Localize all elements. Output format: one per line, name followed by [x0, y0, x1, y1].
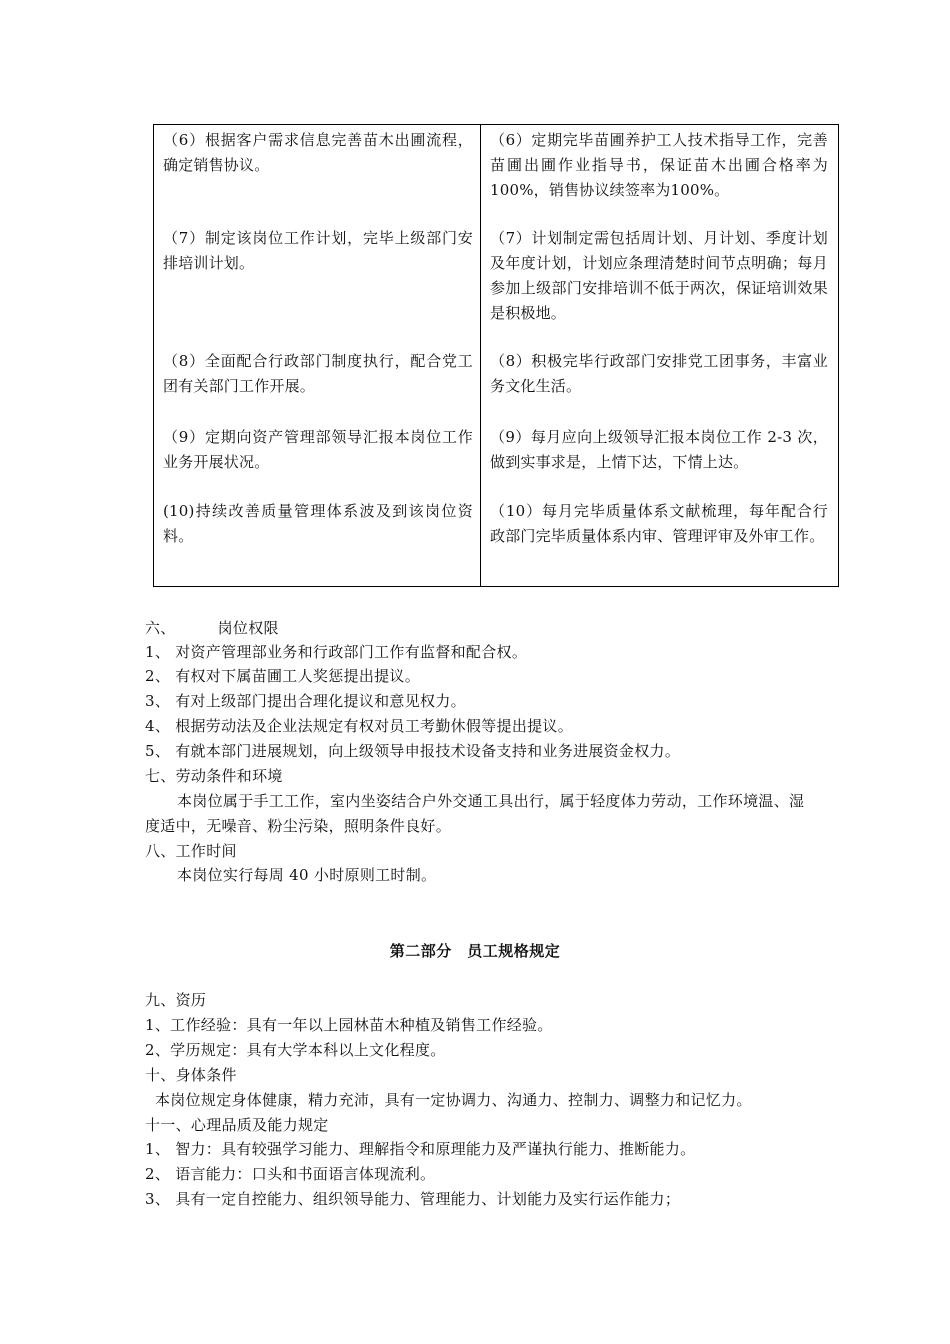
section-10-title: 十、身体条件	[145, 1066, 237, 1084]
table-cell-duty-7: （7）制定该岗位工作计划，完毕上级部门安排培训计划。	[163, 229, 473, 272]
section-6-title: 岗位权限	[217, 619, 279, 637]
section-6-item: 3、 有对上级部门提出合理化提议和意见权力。	[145, 692, 466, 710]
section-10-text: 本岗位规定身体健康，精力充沛，具有一定协调力、沟通力、控制力、调整力和记忆力。	[155, 1091, 752, 1109]
section-6-number: 六、	[145, 619, 176, 637]
section-6-heading	[145, 616, 279, 641]
table-cell-duty-10: (10)持续改善质量管理体系波及到该岗位资料。	[163, 502, 473, 545]
section-11-title: 十一、心理品质及能力规定	[145, 1116, 329, 1134]
section-11-item: 2、 语言能力：口头和书面语言体现流利。	[145, 1165, 436, 1183]
table-cell-duty-8: （8）全面配合行政部门制度执行，配合党工团有关部门工作开展。	[163, 352, 473, 395]
section-7-text: 本岗位属于手工工作，室内坐姿结合户外交通工具出行，属于轻度体力劳动，工作环境温、湿度适中，无噪音、粉尘污染，照明条件良好。	[145, 792, 805, 835]
section-8-text: 本岗位实行每周 40 小时原则工时制。	[177, 866, 437, 884]
table-cell-standard-9: （9）每月应向上级领导汇报本岗位工作 2-3 次，做到实事求是，上情下达，下情上达。	[490, 428, 828, 471]
section-11-item: 3、 具有一定自控能力、组织领导能力、管理能力、计划能力及实行运作能力；	[145, 1190, 681, 1208]
table-cell-standard-6: （6）定期完毕苗圃养护工人技术指导工作，完善苗圃出圃作业指导书，保证苗木出圃合格率为100%，销售协议续签率为100%。	[490, 131, 828, 199]
table-cell-duty-9: （9）定期向资产管理部领导汇报本岗位工作业务开展状况。	[163, 428, 473, 471]
table-cell-standard-10: （10）每月完毕质量体系文献梳理，每年配合行政部门完毕质量体系内审、管理评审及外审工作。	[490, 502, 828, 545]
section-9-title: 九、资历	[145, 991, 207, 1009]
section-6-item: 2、 有权对下属苗圃工人奖惩提出提议。	[145, 667, 421, 685]
section-6-item: 1、 对资产管理部业务和行政部门工作有监督和配合权。	[145, 643, 528, 661]
section-6-item: 4、 根据劳动法及企业法规定有权对员工考勤休假等提出提议。	[145, 717, 574, 735]
section-9-item: 2、学历规定：具有大学本科以上文化程度。	[145, 1041, 446, 1059]
part-2-title: 第二部分 员工规格规定	[389, 942, 561, 960]
section-6-item: 5、 有就本部门进展规划，向上级领导申报技术设备支持和业务进展资金权力。	[145, 742, 681, 760]
table-cell-standard-8: （8）积极完毕行政部门安排党工团事务，丰富业务文化生活。	[490, 352, 828, 395]
table-column-divider	[480, 125, 481, 586]
section-9-item: 1、工作经验：具有一年以上园林苗木种植及销售工作经验。	[145, 1016, 553, 1034]
section-7-title: 七、劳动条件和环境	[145, 767, 283, 785]
section-11-item: 1、 智力：具有较强学习能力、理解指令和原理能力及严谨执行能力、推断能力。	[145, 1140, 696, 1158]
table-cell-duty-6: （6）根据客户需求信息完善苗木出圃流程，确定销售协议。	[163, 131, 473, 174]
duty-table	[153, 124, 839, 587]
section-8-title: 八、工作时间	[145, 842, 237, 860]
table-cell-standard-7: （7）计划制定需包括周计划、月计划、季度计划及年度计划，计划应条理清楚时间节点明确；每月参加上级部门安排培训不低于两次，保证培训效果是积极地。	[490, 229, 828, 322]
